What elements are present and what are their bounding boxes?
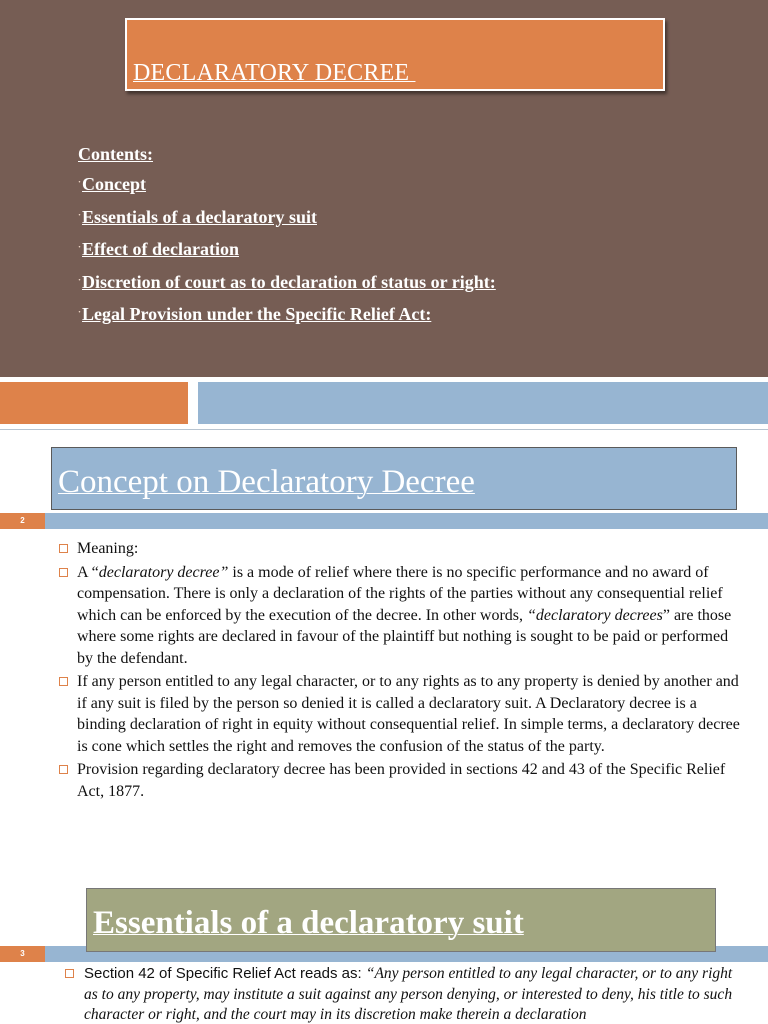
contents-item[interactable] [78, 297, 496, 330]
bullet-dot-icon: · [78, 209, 82, 220]
slide-2-title: Concept on Declaratory Decree [58, 464, 475, 500]
slide-2-body [58, 538, 748, 804]
bullet-item: Provision regarding declaratory decree has been provided in sections 42 and 43 of the Specific Relief Act, 1877. [58, 759, 748, 802]
footer-blue-block [198, 382, 768, 424]
contents-item-label: Discretion of court as to declaration of status or right: [82, 271, 496, 292]
footer-orange-block [0, 382, 188, 424]
slide-1 [0, 0, 768, 377]
bullet-item: A “declaratory decree” is a mode of relief where there is no specific performance and no award of compensation. There is only a declaration of the rights of the parties without any consequential relief which can be enforced by the execution of the decree. In other words, “declaratory decrees” are those where some rights are declared in favour of the plaintiff but nothing is sought to be paid or performed by the defendant. [58, 562, 748, 670]
contents-item-label: Effect of declaration [82, 239, 239, 259]
slide-3-body [64, 964, 744, 1024]
bullet-item: Section 42 of Specific Relief Act reads as: “Any person entitled to any legal character, or to any right as to any property, may institute a suit against any person denying, or interested to deny, his title to such character or right, and the court may in its discretion make therein a declaration [64, 964, 744, 1024]
contents-item[interactable] [78, 265, 496, 298]
contents-item[interactable] [78, 167, 496, 200]
slide-2-title-box [51, 447, 737, 510]
contents-heading: Contents: [78, 144, 153, 164]
slide-3-number: 3 [0, 946, 45, 962]
contents-list [78, 141, 496, 330]
slide-3-title: Essentials of a declaratory suit [93, 905, 524, 941]
contents-item[interactable] [78, 200, 496, 233]
slide-1-title: DECLARATORY DECREE [133, 60, 416, 86]
slide-1-footer-band [0, 377, 768, 430]
bullet-item: If any person entitled to any legal character, or to any rights as to any property is denied by another and if any suit is filed by the person so denied it is called a declaratory suit. A Declaratory decree is a binding declaration of right in equity without consequential relief. In simple terms, a declaratory decree is cone which settles the right and removes the confusion of the status of the party. [58, 671, 748, 757]
contents-item-label: Essentials of a declaratory suit [82, 206, 317, 227]
bullet-dot-icon: · [78, 307, 82, 317]
contents-item-label: Legal Provision under the Specific Relief Act: [82, 304, 432, 324]
slide-3-title-box [86, 888, 716, 952]
bullet-dot-icon: · [78, 274, 82, 285]
contents-item-label: Concept [82, 174, 147, 194]
slide-divider [0, 429, 768, 430]
bullet-dot-icon: · [78, 242, 82, 252]
bullet-dot-icon: · [78, 177, 82, 187]
slide-1-title-box [125, 18, 665, 91]
bullet-item: Meaning: [58, 538, 748, 560]
contents-item[interactable] [78, 232, 496, 265]
slide-2-header-bar [0, 513, 768, 529]
slide-2-number: 2 [0, 513, 45, 529]
